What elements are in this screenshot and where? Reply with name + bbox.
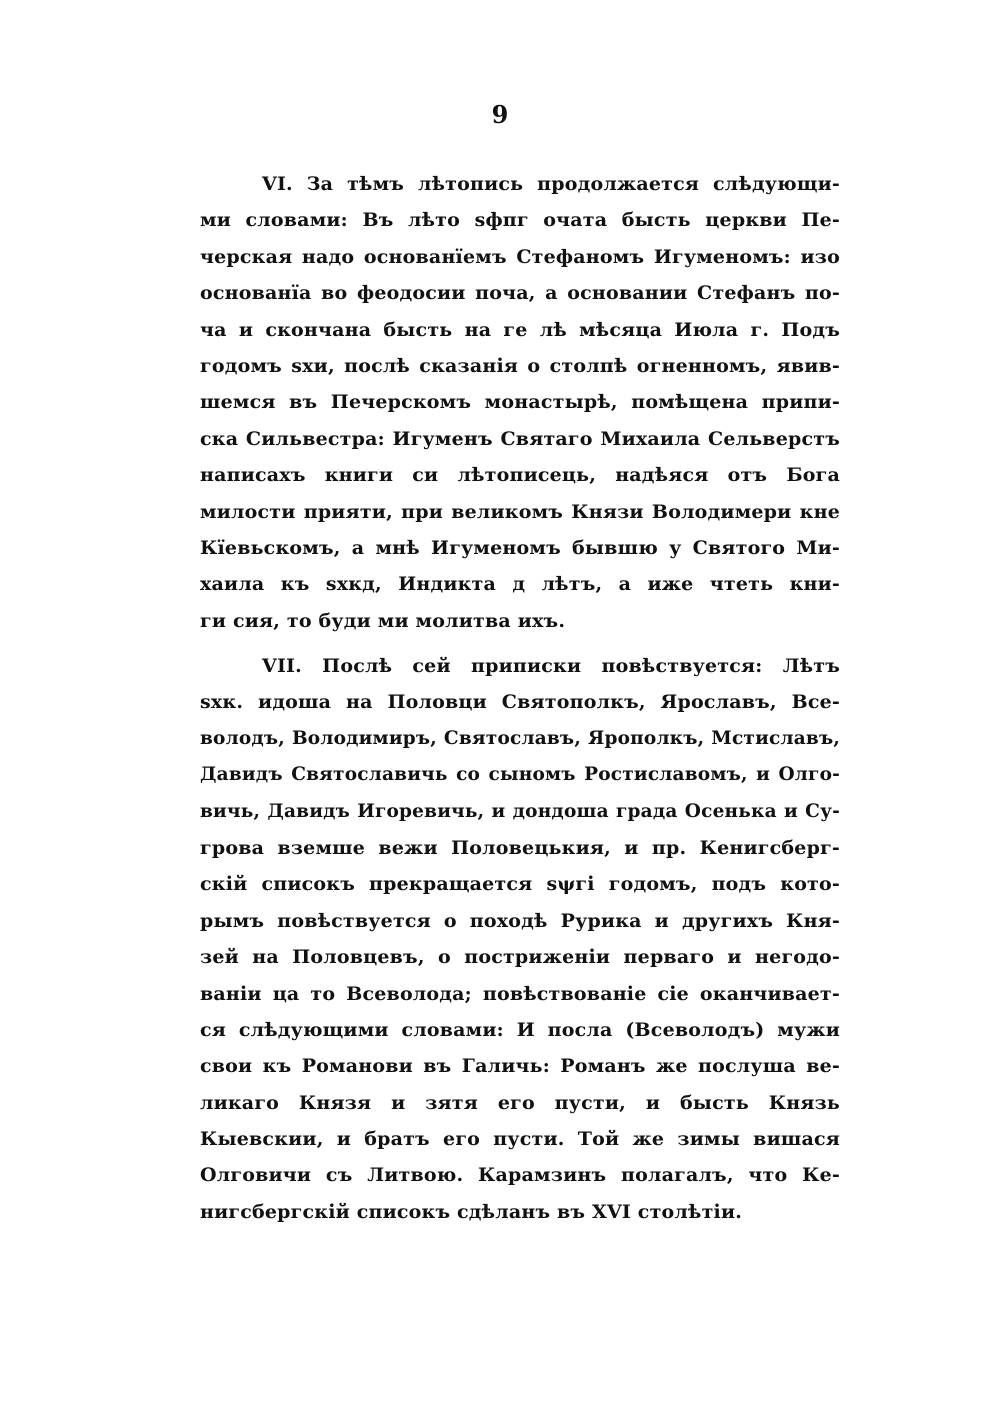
text-line: Кыевскии, и братъ его пусти. Той же зимы вишася [200, 1128, 840, 1151]
text-line: ги сия, то буди ми молитва ихъ. [200, 609, 566, 632]
paragraph-vii [200, 648, 840, 1230]
text-line: володъ, Володимиръ, Святославъ, Ярополкъ, Мстиславъ, [200, 727, 840, 749]
paragraph-vi [200, 166, 840, 639]
text-line: написахъ книги си лѣтописець, надѣяся отъ Бога [200, 464, 840, 487]
page-number: 9 [491, 100, 509, 129]
text-line: основанїа во феодосии поча, а основании Стефанъ по- [200, 282, 840, 305]
text-line: ся слѣдующими словами: И посла (Всеволодъ) мужи [200, 1018, 840, 1041]
text-line: ликаго Князя и зятя его пусти, и бысть Князь [200, 1091, 840, 1114]
text-line: ваніи ца то Всеволода; повѣствованіе сіе оканчивает- [200, 982, 840, 1005]
text-line: ска Сильвестра: Игуменъ Святаго Михаила Сельверстъ [200, 427, 840, 450]
text-line: милости прияти, при великомъ Князи Володимери кне [200, 500, 840, 523]
text-line: хаила къ ѕхкд, Индикта д лѣтъ, а иже чтеть кни- [200, 573, 840, 596]
text-line: зей на Половцевъ, о постриженіи перваго и негодо- [200, 946, 840, 969]
text-line: ѕхк. идоша на Половци Святополкъ, Ярославъ, Все- [200, 691, 840, 714]
text-line: черская надо основанїемъ Стефаномъ Игуменомъ: изо [200, 245, 840, 268]
text-line: грова вземше вежи Половецькия, и пр. Кенигсберг- [200, 836, 840, 859]
text-line: годомъ ѕхи, послѣ сказанія о столпѣ огненномъ, явив- [200, 354, 840, 377]
text-line: шемся въ Печерскомъ монастырѣ, помѣщена припи- [200, 391, 840, 414]
text-line: VII. Послѣ сей приписки повѣствуется: Лѣтъ [262, 655, 840, 677]
text-line: Кїевьскомъ, а мнѣ Игуменомъ бывшю у Святого Ми- [200, 536, 840, 559]
text-line: свои къ Романови въ Галичь: Романъ же послуша ве- [200, 1055, 840, 1078]
text-line: вичь, Давидъ Игоревичь, и дондоша града Осенька и Су- [200, 800, 840, 822]
text-line: Давидъ Святославичь со сыномъ Ростиславомъ, и Олго- [200, 764, 840, 786]
text-line: VI. За тѣмъ лѣтопись продолжается слѣдующи- [262, 173, 840, 195]
text-line: скій списокъ прекращается ѕψгі годомъ, подъ кото- [200, 873, 840, 896]
text-line: ми словами: Въ лѣто ѕфпг очата бысть церкви Пе- [200, 209, 840, 232]
text-line: Олговичи съ Литвою. Карамзинъ полагалъ, что Ке- [200, 1164, 840, 1187]
text-line: рымъ повѣствуется о походѣ Рурика и другихъ Кня- [200, 909, 840, 932]
text-line: ча и скончана бысть на ге лѣ мѣсяца Июла г. Подъ [200, 318, 840, 341]
text-line: нигсбергскій списокъ сдѣланъ въ XVI столѣтіи. [200, 1200, 743, 1223]
